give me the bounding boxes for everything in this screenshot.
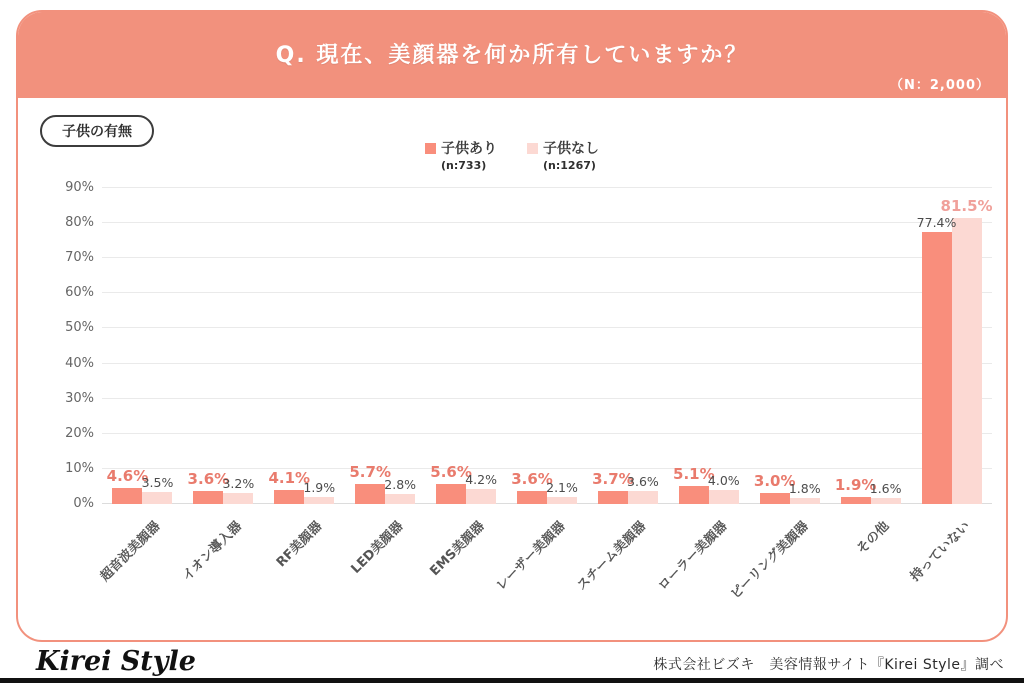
bar-without-children-0	[142, 492, 172, 504]
gridline-60	[102, 292, 992, 293]
bar-without-children-6	[628, 491, 658, 504]
bar-without-children-4	[466, 489, 496, 504]
y-axis-label: 40%	[65, 355, 94, 371]
value-label-without-children-2: 1.9%	[303, 480, 336, 496]
bar-with-children-0	[112, 488, 142, 504]
bar-without-children-5	[547, 497, 577, 504]
y-axis-label: 0%	[73, 496, 94, 511]
y-axis-label: 30%	[65, 390, 94, 406]
x-axis-label-2: RF美顔器	[274, 518, 326, 571]
legend-label: 子供なし	[543, 141, 599, 157]
sample-size-note: （N：2,000）	[889, 78, 990, 93]
bar-with-children-6	[598, 491, 628, 504]
bar-without-children-8	[790, 498, 820, 504]
x-axis-label-6: スチーム美顔器	[574, 518, 650, 594]
gridline-70	[102, 257, 992, 258]
legend-label: 子供あり	[441, 141, 497, 157]
filter-badge: 子供の有無	[40, 115, 154, 147]
value-label-with-children-6: 3.7%	[592, 470, 634, 489]
x-axis-label-8: ピーリング美顔器	[727, 518, 812, 603]
legend	[18, 138, 1006, 172]
value-label-without-children-1: 3.2%	[222, 475, 255, 491]
bar-with-children-10	[922, 232, 952, 504]
value-label-with-children-7: 5.1%	[673, 465, 715, 484]
gridline-90	[102, 187, 992, 188]
legend-item-without-children	[527, 138, 599, 172]
bar-with-children-3	[355, 484, 385, 504]
x-axis-label-3: LED美顔器	[348, 518, 407, 577]
bar-without-children-10	[952, 218, 982, 504]
value-label-without-children-6: 3.6%	[627, 474, 659, 490]
gridline-20	[102, 433, 992, 434]
y-axis-label: 90%	[65, 180, 94, 195]
y-axis-label: 50%	[65, 320, 94, 336]
legend-item-with-children	[425, 138, 497, 172]
gridline-80	[102, 222, 992, 223]
chart-title: Q. 現在、美顔器を何か所有していますか？	[275, 43, 749, 68]
value-label-without-children-8: 1.8%	[788, 480, 821, 496]
value-label-without-children-5: 2.1%	[546, 479, 578, 495]
bottom-border-strip	[0, 678, 1024, 683]
value-label-with-children-1: 3.6%	[187, 470, 230, 489]
value-label-with-children-10: 77.4%	[916, 215, 957, 231]
bar-without-children-7	[709, 490, 739, 504]
value-label-with-children-4: 5.6%	[430, 463, 472, 482]
value-label-with-children-2: 4.1%	[268, 468, 311, 487]
bar-with-children-5	[517, 491, 547, 504]
x-axis-label-5: レーザー美顔器	[493, 518, 569, 594]
value-label-with-children-3: 5.7%	[349, 463, 391, 481]
value-label-without-children-0: 3.5%	[141, 474, 174, 490]
value-label-without-children-4: 4.2%	[465, 472, 497, 488]
legend-swatch-without-children	[527, 143, 538, 154]
bar-without-children-1	[223, 493, 253, 504]
y-axis-label: 80%	[65, 215, 94, 231]
x-axis-label-1: イオン導入器	[179, 518, 245, 585]
legend-n-count: (n:733)	[441, 159, 487, 172]
value-label-with-children-5: 3.6%	[511, 470, 553, 489]
bar-with-children-2	[274, 490, 304, 504]
value-label-with-children-9: 1.9%	[834, 476, 877, 495]
kirei-style-logo: Kirei Style	[36, 646, 196, 677]
bar-with-children-1	[193, 491, 223, 504]
gridline-50	[102, 327, 992, 328]
value-label-without-children-3: 2.8%	[384, 477, 417, 493]
value-label-without-children-10: 81.5%	[940, 196, 993, 215]
y-axis-label: 10%	[65, 460, 94, 476]
bar-with-children-4	[436, 484, 466, 504]
y-axis-label: 60%	[65, 285, 94, 301]
y-axis-label: 70%	[65, 250, 94, 266]
survey-card	[16, 10, 1008, 642]
legend-n-count: (n:1267)	[543, 159, 596, 172]
gridline-10	[102, 468, 992, 469]
gridline-30	[102, 398, 992, 399]
bar-with-children-9	[841, 497, 871, 504]
y-axis-label: 20%	[65, 425, 94, 441]
bar-with-children-8	[760, 493, 790, 504]
x-axis-label-0: 超音波美顔器	[98, 518, 164, 585]
bar-without-children-9	[871, 498, 901, 504]
value-label-without-children-7: 4.0%	[707, 472, 740, 488]
bar-without-children-2	[304, 497, 334, 504]
card-header	[18, 12, 1006, 98]
bar-with-children-7	[679, 486, 709, 504]
gridline-40	[102, 363, 992, 364]
x-axis-label-7: ローラー美顔器	[655, 518, 731, 594]
x-axis-label-10: 持っていない	[907, 518, 973, 585]
x-axis-label-4: EMS美顔器	[427, 518, 488, 580]
value-label-with-children-8: 3.0%	[753, 472, 796, 491]
bar-without-children-3	[385, 494, 415, 504]
bar-chart-plot-area	[65, 180, 993, 603]
source-credit: 株式会社ビズキ 美容情報サイト『Kirei Style』調べ	[653, 657, 1004, 673]
value-label-with-children-0: 4.6%	[106, 466, 149, 485]
legend-swatch-with-children	[425, 143, 436, 154]
value-label-without-children-9: 1.6%	[869, 481, 902, 497]
x-axis-label-9: その他	[853, 518, 893, 558]
